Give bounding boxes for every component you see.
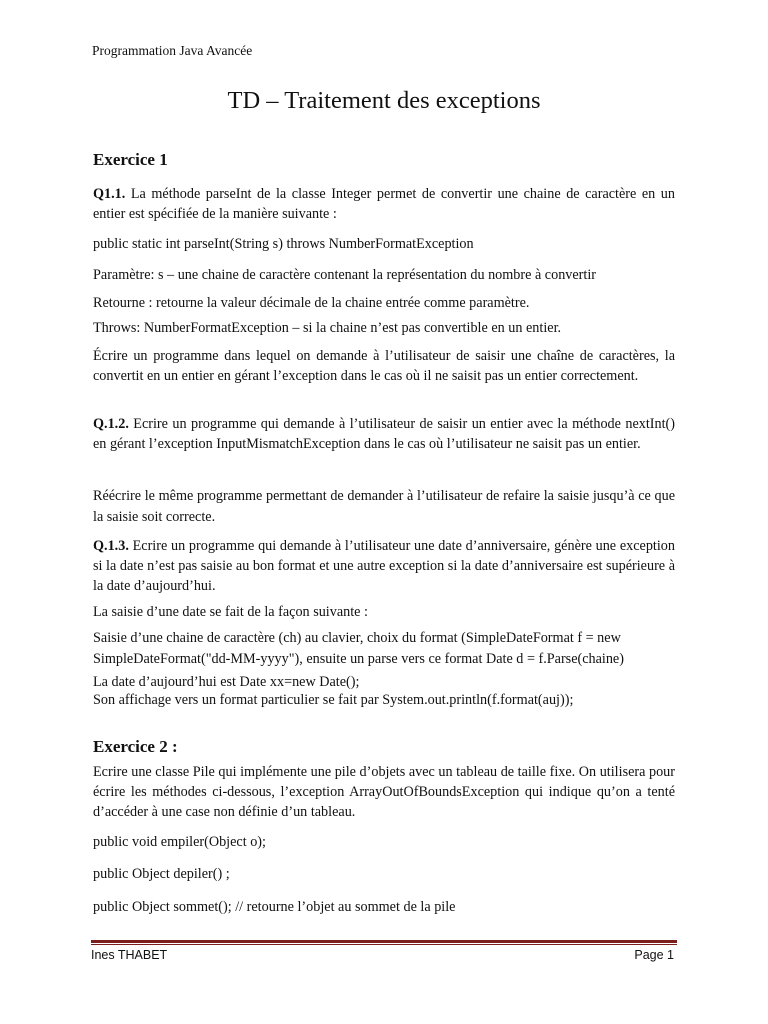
- throws-description: Throws: NumberFormatException – si la chaine n’est pas convertible en un entier.: [93, 320, 562, 336]
- parameter-description: Paramètre: s – une chaine de caractère contenant la représentation du nombre à convertir: [93, 267, 597, 283]
- q12-rewrite: Réécrire le même programme permettant de demander à l’utilisateur de refaire la saisie jusqu’à ce que la saisie soit correcte.: [93, 488, 675, 525]
- method-sommet: public Object sommet(); // retourne l’objet au sommet de la pile: [93, 899, 456, 915]
- q12-paragraph: [93, 414, 675, 454]
- exercise-1-heading: Exercice 1: [93, 150, 168, 169]
- date-input-intro: La saisie d’une date se fait de la façon suivante :: [93, 604, 368, 620]
- exercise-2-heading: Exercice 2 :: [93, 737, 178, 756]
- date-format-line: Son affichage vers un format particulier se fait par System.out.println(f.format(auj));: [93, 692, 574, 708]
- footer-rule-thin: [91, 944, 677, 945]
- q11-paragraph: [93, 184, 675, 224]
- today-date-line: La date d’aujourd’hui est Date xx=new Date();: [93, 674, 360, 690]
- method-depiler: public Object depiler() ;: [93, 866, 230, 882]
- q13-label: Q.1.3.: [93, 538, 129, 554]
- footer-rule-thick: [91, 940, 677, 943]
- returns-description: Retourne : retourne la valeur décimale de la chaine entrée comme paramètre.: [93, 295, 530, 311]
- q13-paragraph: [93, 536, 675, 596]
- method-empiler: public void empiler(Object o);: [93, 834, 266, 850]
- exercise-2-text: Ecrire une classe Pile qui implémente une pile d’objets avec un tableau de taille fixe. On utilisera pour écrire les méthodes ci-dessous, l’exception ArrayOutOfBoundsException qui indique qu’on a tenté d’accéder à une case non définie d’un tableau.: [93, 764, 675, 820]
- q12-text: Ecrire un programme qui demande à l’utilisateur de saisir un entier avec la méthode nextInt() en gérant l’exception InputMismatchException dans le cas où l’utilisateur ne saisit pas un entier.: [93, 416, 675, 452]
- q11-label: Q1.1.: [93, 186, 126, 202]
- date-input-description: Saisie d’une chaine de caractère (ch) au clavier, choix du format (SimpleDateFormat f = new SimpleDateFormat("dd-MM-yyyy"), ensuite un parse vers ce format Date d = f.Parse(chaine): [93, 630, 624, 667]
- footer-author: Ines THABET: [91, 948, 168, 962]
- q11-task: Écrire un programme dans lequel on demande à l’utilisateur de saisir une chaîne de caractères, la convertit en un entier en gérant l’exception dans le cas où il ne saisit pas un entier correctement.: [93, 348, 675, 384]
- footer-page-number: Page 1: [634, 948, 674, 962]
- parseint-signature: public static int parseInt(String s) throws NumberFormatException: [93, 236, 474, 252]
- q13-text: Ecrire un programme qui demande à l’utilisateur une date d’anniversaire, génère une exception si la date n’est pas saisie au bon format et une autre exception si la date d’anniversaire est supérieure à la date d’aujourd’hui.: [93, 538, 675, 594]
- page-title: TD – Traitement des exceptions: [227, 87, 541, 114]
- q12-label: Q.1.2.: [93, 416, 129, 432]
- q11-text: La méthode parseInt de la classe Integer permet de convertir une chaine de caractère en un entier est spécifiée de la manière suivante :: [93, 186, 675, 222]
- running-header: Programmation Java Avancée: [92, 43, 253, 58]
